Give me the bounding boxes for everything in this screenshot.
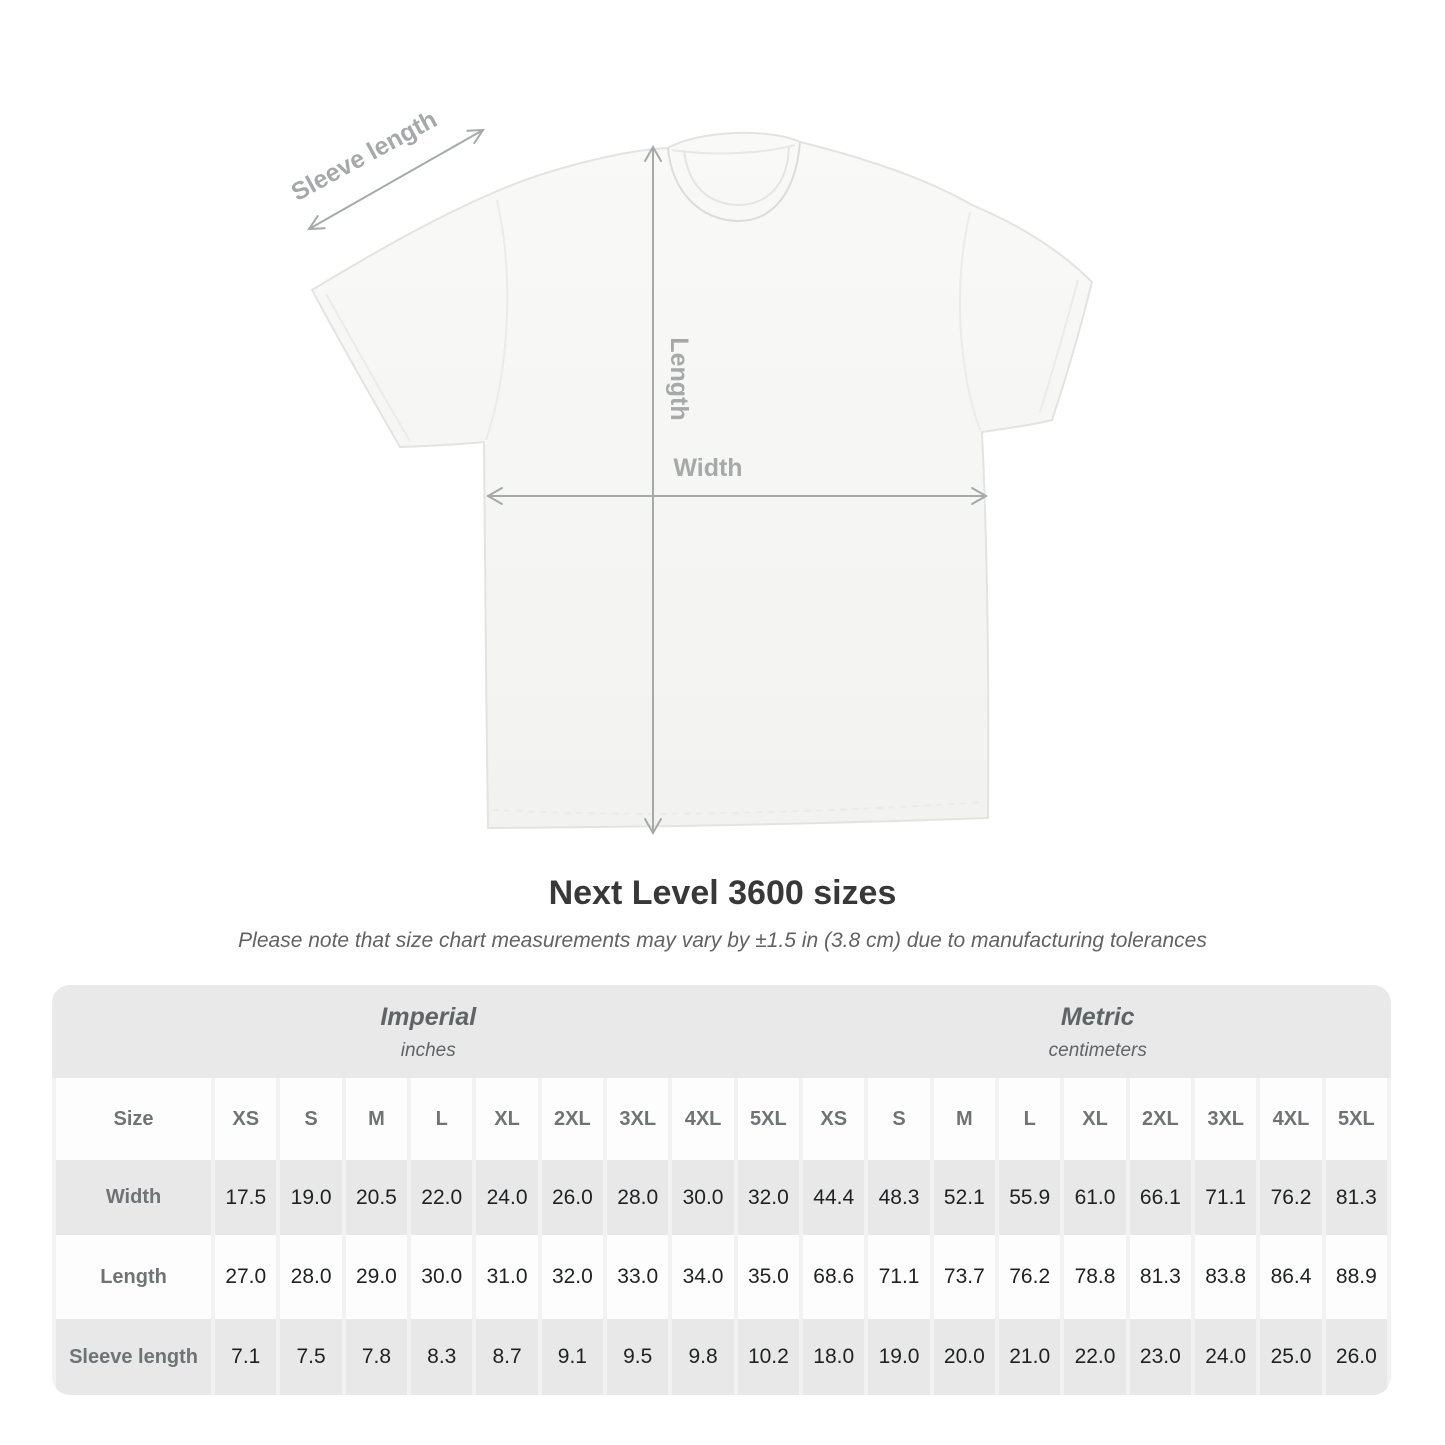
- imperial-title: Imperial: [380, 1003, 477, 1031]
- size-col-header: L: [999, 1078, 1060, 1160]
- page-subtitle: Please note that size chart measurements may vary by ±1.5 in (3.8 cm) due to manufacturing tolerances: [238, 929, 1207, 952]
- size-value-cell: 73.7: [934, 1235, 995, 1319]
- size-col-header: 2XL: [542, 1078, 603, 1160]
- size-col-header: XS: [803, 1078, 864, 1160]
- size-value-cell: 9.8: [672, 1319, 733, 1395]
- size-value-cell: 32.0: [542, 1235, 603, 1319]
- size-value-cell: 61.0: [1064, 1160, 1125, 1235]
- size-value-cell: 18.0: [803, 1319, 864, 1395]
- size-value-cell: 17.5: [215, 1160, 276, 1235]
- size-col-header: 3XL: [1195, 1078, 1256, 1160]
- size-col-header: M: [934, 1078, 995, 1160]
- size-value-cell: 28.0: [280, 1235, 341, 1319]
- size-value-cell: 71.1: [1195, 1160, 1256, 1235]
- size-header-label: Size: [56, 1078, 211, 1160]
- size-value-cell: 48.3: [868, 1160, 929, 1235]
- size-value-cell: 24.0: [476, 1160, 537, 1235]
- size-value-cell: 9.1: [542, 1319, 603, 1395]
- size-value-cell: 8.7: [476, 1319, 537, 1395]
- row-label: Length: [56, 1235, 211, 1319]
- size-value-cell: 24.0: [1195, 1319, 1256, 1395]
- row-label: Width: [56, 1160, 211, 1235]
- size-value-cell: 33.0: [607, 1235, 668, 1319]
- size-col-header: 3XL: [607, 1078, 668, 1160]
- size-col-header: XL: [1064, 1078, 1125, 1160]
- size-value-cell: 44.4: [803, 1160, 864, 1235]
- size-value-cell: 78.8: [1064, 1235, 1125, 1319]
- size-col-header: 5XL: [1326, 1078, 1387, 1160]
- size-col-header: L: [411, 1078, 472, 1160]
- size-value-cell: 7.8: [346, 1319, 407, 1395]
- size-value-cell: 31.0: [476, 1235, 537, 1319]
- width-row: [56, 1160, 1387, 1235]
- size-col-header: 2XL: [1130, 1078, 1191, 1160]
- size-col-header: 4XL: [672, 1078, 733, 1160]
- size-value-cell: 29.0: [346, 1235, 407, 1319]
- size-value-cell: 7.1: [215, 1319, 276, 1395]
- size-value-cell: 66.1: [1130, 1160, 1191, 1235]
- size-value-cell: 20.5: [346, 1160, 407, 1235]
- page-title: Next Level 3600 sizes: [548, 874, 897, 912]
- units-header-band: [52, 985, 1391, 1078]
- size-value-cell: 81.3: [1130, 1235, 1191, 1319]
- size-col-header: 5XL: [738, 1078, 799, 1160]
- sleeve-length-label: Sleeve length: [286, 105, 442, 207]
- size-value-cell: 8.3: [411, 1319, 472, 1395]
- metric-title: Metric: [1060, 1003, 1135, 1031]
- size-value-cell: 9.5: [607, 1319, 668, 1395]
- size-value-cell: 88.9: [1326, 1235, 1387, 1319]
- size-value-cell: 28.0: [607, 1160, 668, 1235]
- size-table: [52, 985, 1391, 1395]
- size-value-cell: 22.0: [1064, 1319, 1125, 1395]
- imperial-unit: inches: [400, 1040, 456, 1061]
- size-value-cell: 35.0: [738, 1235, 799, 1319]
- size-value-cell: 86.4: [1260, 1235, 1321, 1319]
- size-value-cell: 76.2: [1260, 1160, 1321, 1235]
- length-row: [56, 1235, 1387, 1319]
- size-value-cell: 32.0: [738, 1160, 799, 1235]
- size-value-cell: 10.2: [738, 1319, 799, 1395]
- imperial-section-header: [52, 985, 805, 1078]
- length-label: Length: [665, 337, 693, 421]
- size-value-cell: 71.1: [868, 1235, 929, 1319]
- size-value-cell: 25.0: [1260, 1319, 1321, 1395]
- size-value-cell: 30.0: [672, 1160, 733, 1235]
- size-value-cell: 81.3: [1326, 1160, 1387, 1235]
- size-value-cell: 76.2: [999, 1235, 1060, 1319]
- size-value-cell: 22.0: [411, 1160, 472, 1235]
- size-value-cell: 19.0: [868, 1319, 929, 1395]
- size-value-cell: 68.6: [803, 1235, 864, 1319]
- size-value-cell: 27.0: [215, 1235, 276, 1319]
- size-value-cell: 20.0: [934, 1319, 995, 1395]
- size-value-cell: 26.0: [1326, 1319, 1387, 1395]
- size-col-header: XS: [215, 1078, 276, 1160]
- metric-unit: centimeters: [1048, 1040, 1147, 1061]
- size-col-header: S: [280, 1078, 341, 1160]
- size-header-row: [56, 1078, 1387, 1160]
- size-col-header: XL: [476, 1078, 537, 1160]
- sleeve-length-row: [56, 1319, 1387, 1395]
- row-label: Sleeve length: [56, 1319, 211, 1395]
- size-value-cell: 34.0: [672, 1235, 733, 1319]
- size-col-header: M: [346, 1078, 407, 1160]
- size-value-cell: 30.0: [411, 1235, 472, 1319]
- size-value-cell: 55.9: [999, 1160, 1060, 1235]
- size-col-header: 4XL: [1260, 1078, 1321, 1160]
- width-label: Width: [673, 454, 743, 482]
- size-value-cell: 23.0: [1130, 1319, 1191, 1395]
- size-value-cell: 83.8: [1195, 1235, 1256, 1319]
- size-value-cell: 7.5: [280, 1319, 341, 1395]
- metric-section-header: [805, 985, 1391, 1078]
- size-data-table: [52, 1078, 1391, 1395]
- size-value-cell: 19.0: [280, 1160, 341, 1235]
- size-value-cell: 52.1: [934, 1160, 995, 1235]
- size-value-cell: 26.0: [542, 1160, 603, 1235]
- size-col-header: S: [868, 1078, 929, 1160]
- size-value-cell: 21.0: [999, 1319, 1060, 1395]
